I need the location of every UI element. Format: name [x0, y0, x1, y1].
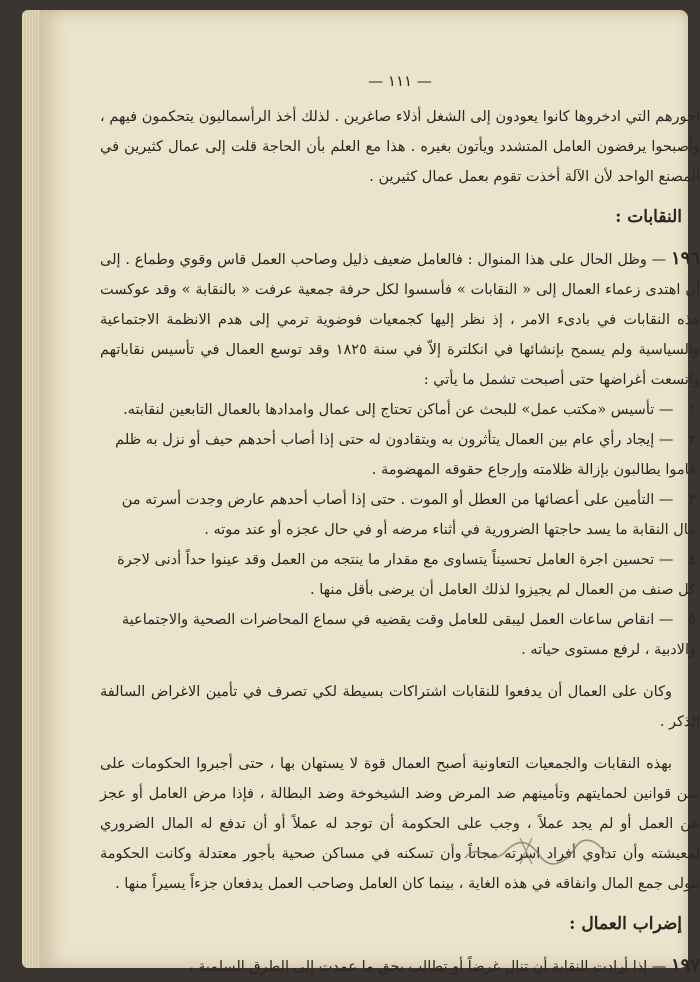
list-item-text: — إيجاد رأي عام بين العمال يتأثرون به ويتقادون له حتى إذا أصاب أحدهم حيف أو نزل به ظلم قاموا يطالبون بإزالة ظلامته وإرجاع حقوقه المهضومة . [115, 432, 696, 478]
section-197-text: — إذا أرادت النقابة أن تنال غرضاً أو تطالب بحق ما عمدت إلى الطرق السلمية ، [188, 959, 667, 975]
pencil-annotation [460, 830, 610, 870]
list-item [100, 425, 700, 485]
list-item-number: ٤ [688, 552, 696, 568]
section-196-number: ١٩٦ [670, 248, 700, 269]
section-196-text: — وظل الحال على هذا المنوال : فالعامل ضعيف ذليل وصاحب العمل قاس وقوي وطماع . إلى أن اهتدى زعماء العمال إلى « النقابات » فأسسوا لكل حرفة جمعية عرفت « بالنقابة » وقد عوكست هذه النقابات في بادىء الامر ، إذ نظر إليها كجمعيات فوضوية ترمي إلى هدم الانظمة الاجتماعية والسياسية ولم يسمح بإنشائها في انكلترة إلاّ في سنة ١٨٢٥ وقد توسع العمال في تأسيس نقاباتهم واتسعت أغراضها حتى أصبحت تشمل ما يأتي : [100, 252, 700, 388]
list-item-text: — انقاص ساعات العمل ليبقى للعامل وقت يقضيه في سماع المحاضرات الصحية والاجتماعية والادبية ، لرفع مستوى حياته . [121, 612, 696, 658]
paragraph-cooperatives: بهذه النقابات والجمعيات التعاونية أصبح العمال قوة لا يستهان بها ، حتى أجبروا الحكومات على سن قوانين لحمايتهم وتأمينهم ضد المرض وضد الشيخوخة وضد البطالة ، فإذا مرض العامل أو عجز عن العمل أو لم يجد عملاً ، وجب على الحكومة أن توجد له عملاً أو أن تدفع له المال الضروري لمعيشته وأن تداوي أفراد اسرته مجاناً وأن تسكنه في مساكن صحية بأجور معتدلة وكانت الحكومة تتولى جمع المال وانفاقه في هذه الغاية ، بينما كان العامل وصاحب العمل يدفعان جزءاً يسيراً منها . [100, 756, 700, 892]
paragraph-contributions: وكان على العمال أن يدفعوا للنقابات اشتراكات بسيطة لكي تصرف في تأمين الاغراض السالفة الذكر . [100, 684, 700, 730]
spacer [100, 665, 700, 677]
top-paragraph: اجورهم التي ادخروها كانوا يعودون إلى الشغل أذلاء صاغرين . لذلك أخذ الرأسماليون يتحكمون فيهم ، وأصبحوا يرفضون العامل المتشدد ويأتون بغيره . هذا مع العلم بأن الحاجة قلت إلى عمال كثيرين في المصنع الواحد لأن الآلة أخذت تقوم بعمل عمال كثيرين . [100, 109, 700, 185]
list-item-number: ١ [688, 402, 696, 418]
list-item [100, 605, 700, 665]
list-item-text: — تحسين اجرة العامل تحسيناً يتساوى مع مقدار ما ينتجه من العمل وقد عينوا حداً أدنى لاجرة كل صنف من العمال لم يجيزوا لذلك العامل أن يرضى بأقل منها . [117, 552, 696, 598]
list-item-number: ٣ [688, 492, 696, 508]
section-197 [100, 951, 700, 982]
heading-strikes: إضراب العمال : [569, 914, 682, 934]
page-text [100, 66, 700, 982]
list-item [100, 545, 700, 605]
list-item-text: — التأمين على أعضائها من العطل أو الموت . حتى إذا أصاب أحدهم عارض وجدت أسرته من مال النقابة ما يسد حاجتها الضرورية في أثناء مرضه أو في حال عجزه أو عند موته . [121, 492, 696, 538]
section-196 [100, 244, 700, 395]
page-number: — ١١١ — [368, 72, 432, 90]
section-197-number: ١٩٧ [670, 955, 700, 976]
book-page [40, 10, 700, 976]
list-item [100, 395, 700, 425]
list-item-number: ٢ [688, 432, 696, 448]
list-item-number: ٥ [688, 612, 696, 628]
list-item [100, 485, 700, 545]
list-item-text: — تأسيس «مكتب عمل» للبحث عن أماكن تحتاج إلى عمال وامدادها بالعمال التابعين لنقابته. [123, 402, 674, 418]
heading-unions: النقابات : [615, 207, 682, 227]
spacer [100, 737, 700, 749]
